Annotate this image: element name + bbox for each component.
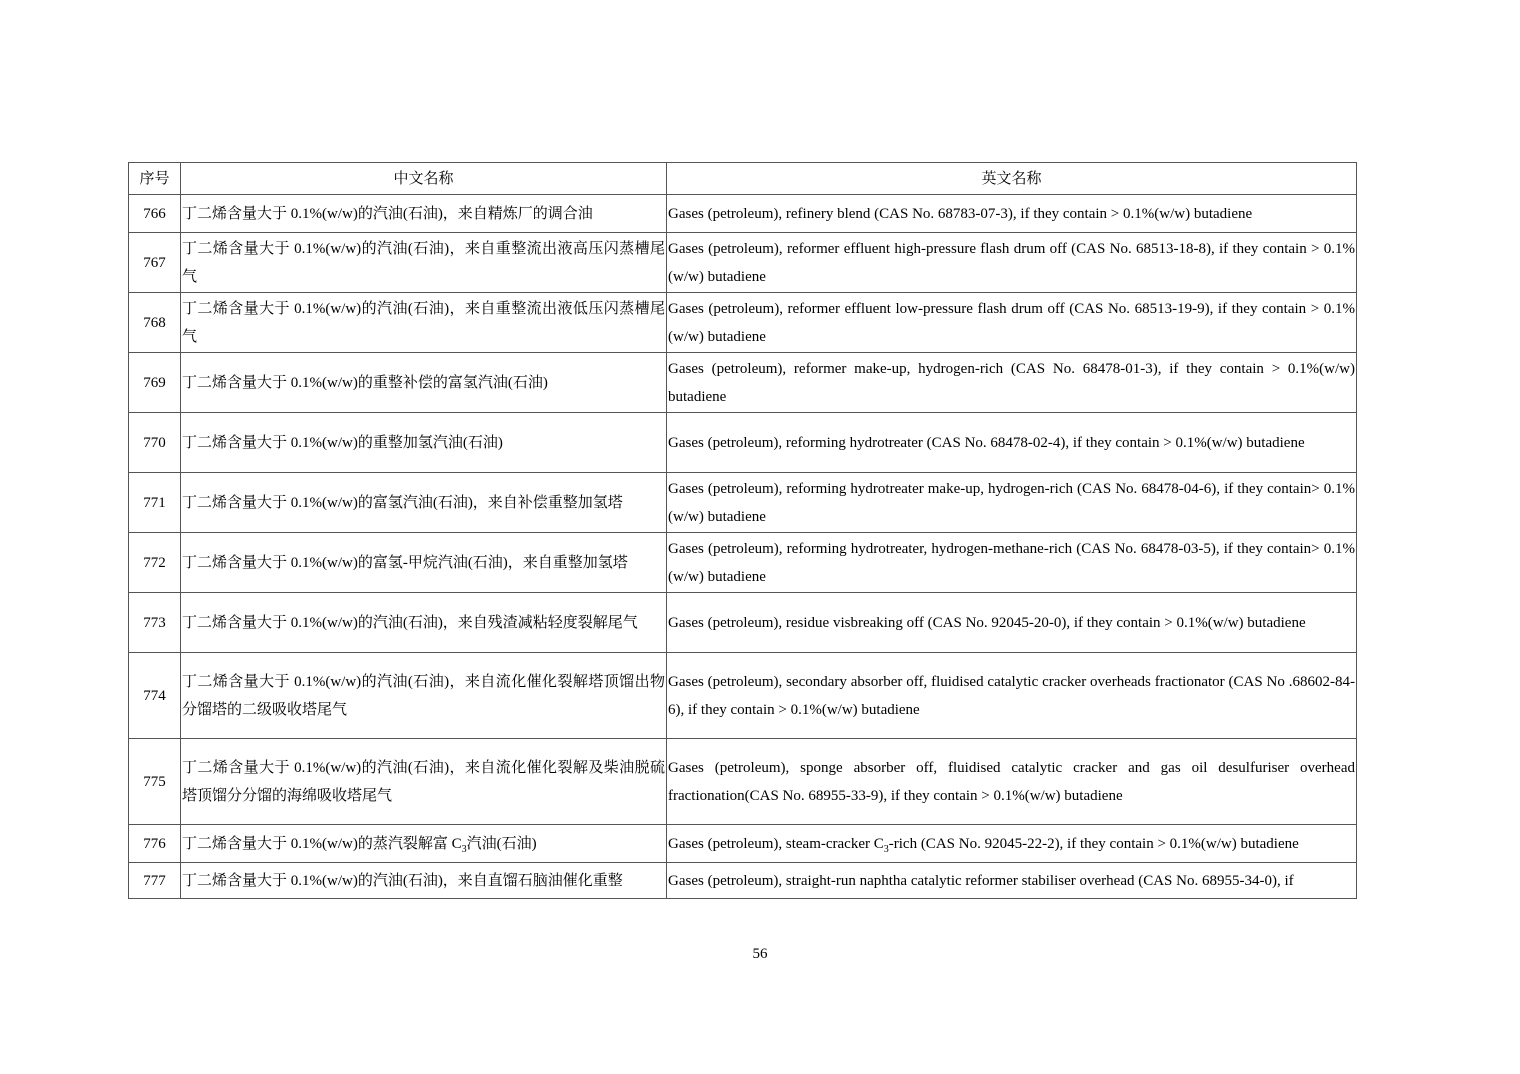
table-row [129, 413, 1357, 473]
header-chinese-name: 中文名称 [181, 163, 667, 195]
row-number: 772 [129, 533, 181, 593]
row-number: 766 [129, 195, 181, 233]
table-row [129, 233, 1357, 293]
table-row [129, 293, 1357, 353]
chinese-name-cell: 丁二烯含量大于 0.1%(w/w)的重整加氢汽油(石油) [181, 413, 667, 473]
table-row [129, 593, 1357, 653]
en-subscript: 3 [883, 843, 889, 855]
cn-subscript: 3 [461, 843, 467, 855]
row-number: 770 [129, 413, 181, 473]
english-name-cell: Gases (petroleum), reformer make-up, hydrogen-rich (CAS No. 68478-01-3), if they contain > 0.1%(w/w) butadiene [667, 353, 1357, 413]
english-name-cell: Gases (petroleum), residue visbreaking off (CAS No. 92045-20-0), if they contain > 0.1%(w/w) butadiene [667, 593, 1357, 653]
english-name-cell [667, 825, 1357, 863]
table-row [129, 825, 1357, 863]
table-row [129, 473, 1357, 533]
row-number: 769 [129, 353, 181, 413]
english-name-cell: Gases (petroleum), reforming hydrotreater (CAS No. 68478-02-4), if they contain > 0.1%(w/w) butadiene [667, 413, 1357, 473]
table-row [129, 739, 1357, 825]
english-name-cell: Gases (petroleum), secondary absorber off, fluidised catalytic cracker overheads fractionator (CAS No .68602-84-6), if they contain > 0.1%(w/w) butadiene [667, 653, 1357, 739]
chinese-name-cell: 丁二烯含量大于 0.1%(w/w)的汽油(石油)，来自直馏石脑油催化重整 [181, 863, 667, 899]
table-row [129, 195, 1357, 233]
row-number: 774 [129, 653, 181, 739]
row-number: 775 [129, 739, 181, 825]
table-row [129, 353, 1357, 413]
en-text-post: -rich (CAS No. 92045-22-2), if they contain > 0.1%(w/w) butadiene [888, 835, 1299, 852]
chinese-name-cell [181, 825, 667, 863]
cn-text-pre: 丁二烯含量大于 0.1%(w/w)的蒸汽裂解富 C [182, 835, 462, 852]
chinese-name-cell: 丁二烯含量大于 0.1%(w/w)的重整补偿的富氢汽油(石油) [181, 353, 667, 413]
english-name-cell: Gases (petroleum), reforming hydrotreater, hydrogen-methane-rich (CAS No. 68478-03-5), if they contain> 0.1%(w/w) butadiene [667, 533, 1357, 593]
row-number: 776 [129, 825, 181, 863]
substance-table [128, 162, 1357, 899]
english-name-cell: Gases (petroleum), reformer effluent low-pressure flash drum off (CAS No. 68513-19-9), if they contain > 0.1%(w/w) butadiene [667, 293, 1357, 353]
chinese-name-cell: 丁二烯含量大于 0.1%(w/w)的汽油(石油)，来自残渣减粘轻度裂解尾气 [181, 593, 667, 653]
en-text-pre: Gases (petroleum), steam-cracker C [668, 835, 884, 852]
chinese-name-cell: 丁二烯含量大于 0.1%(w/w)的汽油(石油)，来自重整流出液高压闪蒸槽尾气 [181, 233, 667, 293]
chinese-name-cell: 丁二烯含量大于 0.1%(w/w)的汽油(石油)，来自重整流出液低压闪蒸槽尾气 [181, 293, 667, 353]
chinese-name-cell: 丁二烯含量大于 0.1%(w/w)的富氢汽油(石油)，来自补偿重整加氢塔 [181, 473, 667, 533]
row-number: 771 [129, 473, 181, 533]
english-name-cell: Gases (petroleum), reformer effluent high-pressure flash drum off (CAS No. 68513-18-8), if they contain > 0.1%(w/w) butadiene [667, 233, 1357, 293]
english-name-cell: Gases (petroleum), reforming hydrotreater make-up, hydrogen-rich (CAS No. 68478-04-6), if they contain> 0.1%(w/w) butadiene [667, 473, 1357, 533]
header-number: 序号 [129, 163, 181, 195]
page-number: 56 [752, 946, 768, 962]
chinese-name-cell: 丁二烯含量大于 0.1%(w/w)的汽油(石油)，来自精炼厂的调合油 [181, 195, 667, 233]
table-row [129, 863, 1357, 899]
chinese-name-cell: 丁二烯含量大于 0.1%(w/w)的富氢-甲烷汽油(石油)，来自重整加氢塔 [181, 533, 667, 593]
english-name-cell: Gases (petroleum), sponge absorber off, fluidised catalytic cracker and gas oil desulfuriser overhead fractionation(CAS No. 68955-33-9), if they contain > 0.1%(w/w) butadiene [667, 739, 1357, 825]
row-number: 767 [129, 233, 181, 293]
chinese-name-cell: 丁二烯含量大于 0.1%(w/w)的汽油(石油)，来自流化催化裂解及柴油脱硫塔顶馏分分馏的海绵吸收塔尾气 [181, 739, 667, 825]
table-header-row [129, 163, 1357, 195]
table-row [129, 533, 1357, 593]
row-number: 773 [129, 593, 181, 653]
row-number: 777 [129, 863, 181, 899]
table-row [129, 653, 1357, 739]
cn-text-post: 汽油(石油) [466, 835, 537, 852]
header-english-name: 英文名称 [667, 163, 1357, 195]
english-name-cell: Gases (petroleum), refinery blend (CAS No. 68783-07-3), if they contain > 0.1%(w/w) butadiene [667, 195, 1357, 233]
row-number: 768 [129, 293, 181, 353]
chinese-name-cell: 丁二烯含量大于 0.1%(w/w)的汽油(石油)，来自流化催化裂解塔顶馏出物分馏塔的二级吸收塔尾气 [181, 653, 667, 739]
english-name-cell: Gases (petroleum), straight-run naphtha catalytic reformer stabiliser overhead (CAS No. 68955-34-0), if [667, 863, 1357, 899]
